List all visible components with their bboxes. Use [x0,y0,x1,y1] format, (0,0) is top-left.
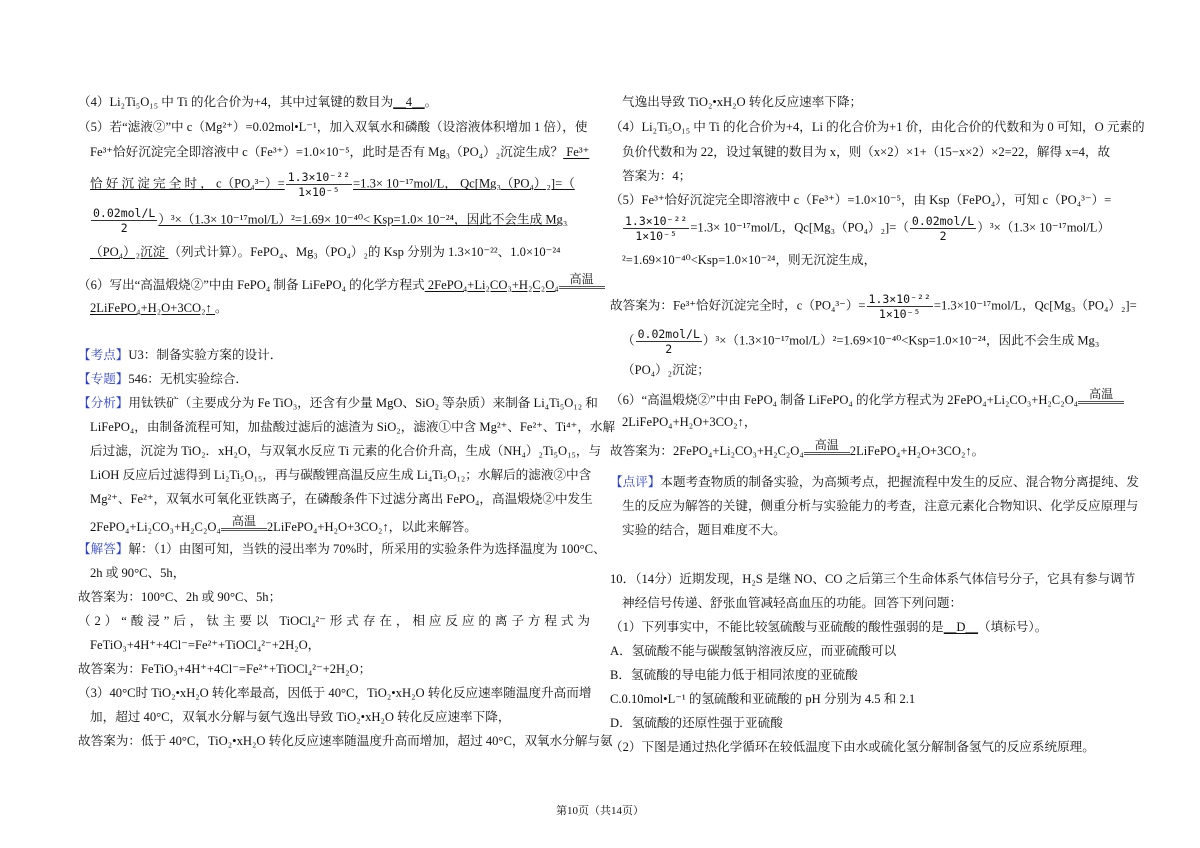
jieda-line: FeTiO₃+4H⁺+4Cl⁻=Fe²⁺+TiOCl₄²⁻+2H₂O， [90,638,321,652]
jieda-line: 故答案为：100°C、2h 或 90°C、5h； [78,590,282,604]
denominator: 2 [665,342,673,356]
text: 解：（1）由图可知，当铁的浸出率为 70%时，所采用的实验条件为选择温度为 100°C、 [128,542,606,556]
text: （6）“高温煅烧②”中由 FePO₄ 制备 LiFePO₄ 的化学方程式为 2FePO₄+Li₂CO₃+H₂C₂O₄ [610,393,1079,407]
text: （6）写出“高温煅烧②”中由 FePO₄ 制备 LiFePO₄ 的化学方程式 [78,278,425,292]
denominator: 1×10⁻⁵ [298,185,340,199]
q4-line [78,94,437,110]
text: 用钛铁矿（主要成分为 Fe TiO₃，还含有少量 MgO、SiO₂ 等杂质）来制备 Li₄Ti₅O₁₂ 和 [128,396,598,410]
text: 。 [214,301,228,315]
option-b: B．氢硫酸的导电能力低于相同浓度的亚硫酸 [610,668,858,682]
equals-bar [559,286,605,293]
jieda-line: 故答案为：低于 40°C，TiO₂•xH₂O 转化反应速率随温度升高而增加，超过 40°C，双氧水分解与氨 [78,734,613,748]
text: （4）Li₂Ti₅O₁₅ 中 Ti 的化合价为+4，其中过氧键的数目为 [78,95,394,109]
tag-label: 【点评】 [610,475,661,489]
question-10-line: 10．（14分）近期发现，H₂S 是继 NO、CO 之后第三个生命体系气体信号分子，它具有参与调节 [610,572,1136,586]
text: 546：无机实验综合． [128,372,249,386]
fenxi-line: LiFePO₄，由制备流程可知，加盐酸过滤后的滤渣为 SiO₂，滤液①中含 Mg²⁺、Fe²⁺、Ti⁴⁺，水解 [90,420,616,434]
reaction-condition [804,439,850,459]
kaodian-line [78,347,282,363]
answer-line [622,214,1110,243]
answer-line [610,292,1137,321]
fenxi-line [78,395,598,411]
text: 故答案为：2FePO₄+Li₂CO₃+H₂C₂O₄ [610,444,804,458]
option-a: A．氢硫酸不能与碳酸氢钠溶液反应，而亚硫酸可以 [610,644,897,658]
answer-line: 负价代数和为 22，设过氧键的数目为 x，则（x×2）×1+（15−x×2）×2=22，解得 x=4，故 [622,145,1111,159]
reaction-condition [1078,388,1124,408]
answer-blank: 2LiFePO₄+H₂O+3CO₂↑ [90,301,215,315]
jieda-line [78,541,606,557]
text: Fe³⁺恰好沉淀完全即溶液中 c（Fe³⁺）=1.0×10⁻⁵，此时是否有 Mg₃（PO₄）₂沉淀生成？ [90,145,564,159]
zhuanti-line [78,371,248,387]
text: 。 [424,95,438,109]
jieda-line: （2）“酸浸”后，钛主要以 TiOCl₄²⁻形式存在，相应反应的离子方程式为 [78,614,590,628]
denominator: 1×10⁻⁵ [635,229,677,243]
denominator: 2 [120,221,128,235]
reaction-condition [559,273,605,293]
option-c: C.0.10mol•L⁻¹ 的氢硫酸和亚硫酸的 pH 分别为 4.5 和 2.1 [610,692,916,706]
dianping-line: 生的反应为解答的关键，侧重分析与实验能力的考查，注意元素化合物知识、化学反应原理与 [622,499,1139,513]
numerator: 1.3×10⁻²² [868,292,931,306]
condition-label: 高温 [569,272,594,286]
tag-label: 【考点】 [78,348,129,362]
q5-line-1: （5）若“滤液②”中 c（Mg²⁺）=0.02mol•L⁻¹，加入双氧水和磷酸（设溶液体积增加 1 倍），使 [78,120,588,134]
text: 恰 好 沉 淀 完 全 时 ， c（PO₄³⁻）= [90,176,285,191]
answer-line [622,327,1099,356]
answer-line: （4）Li₂Ti₅O₁₅ 中 Ti 的化合价为+4，Li 的化合价为+1 价，由化合价的代数和为 0 可知，O 元素的 [610,120,1145,134]
question-10-1 [610,619,1047,635]
fraction [867,292,933,321]
fraction [623,214,689,243]
numerator: 1.3×10⁻²² [625,214,688,228]
fenxi-line: 后过滤，沉淀为 TiO₂．xH₂O，与双氧水反应 Ti 元素的化合价升高，生成（NH₄）₂Ti₅O₁₅，与 [90,444,602,458]
text: 故答案为：Fe³⁺恰好沉淀完全时，c（PO₄³⁻）= [610,298,866,313]
dianping-line [610,474,1139,490]
fraction [910,214,976,243]
text: =1.3× 10⁻¹⁷mol/L， Qc[Mg₃（PO₄）₂]=（ [353,176,575,191]
numerator: 1.3×10⁻²² [287,170,351,184]
answer-line: （5）Fe³⁺恰好沉淀完全即溶液中 c（Fe³⁺）=1.0×10⁻⁵，由 Ksp（FePO₄），可知 c（PO₄³⁻）= [610,193,1112,207]
text: 2LiFePO₄+H₂O+3CO₂↑，以此来解答。 [266,520,477,534]
numerator: 0.02mol/L [911,214,975,228]
question-10-line: 神经信号传递、舒张血管减轻高血压的功能。回答下列问题： [622,596,963,610]
text: ）³×（1.3× 10⁻¹⁷mol/L）²=1.69× 10⁻⁴⁰< Ksp=1.0× 10⁻²⁴，因此不会生成 Mg₃ [158,212,568,227]
text: 本题考查物质的制备实验，为高频考点，把握流程中发生的反应、混合物分离提纯、发 [660,475,1139,489]
answer-line: 2LiFePO₄+H₂O+3CO₂↑， [622,415,757,429]
answer-line [610,388,1124,408]
jieda-line: 故答案为：FeTiO₃+4H⁺+4Cl⁻=Fe²⁺+TiOCl₄²⁻+2H₂O； [78,662,372,676]
text: （列式计算）。FePO₄、Mg₃（PO₄）₂的 Ksp 分别为 1.3×10⁻²²、1.0×10⁻²⁴ [168,245,561,259]
question-10-2: （2）下图是通过热化学循环在较低温度下由水或硫化氢分解制备氢气的反应系统原理。 [610,740,1095,754]
text: =1.3×10⁻¹⁷mol/L，Qc[Mg₃（PO₄）₂]= [933,298,1137,313]
jieda-line: 加，超过 40°C，双氧水分解与氨气逸出导致 TiO₂•xH₂O 转化反应速率下降， [90,710,511,724]
q6-line-2 [90,300,228,316]
fenxi-line: LiOH 反应后过滤得到 Li₂Ti₅O₁₅，再与碳酸锂高温反应生成 Li₄Ti₅O₁₂；水解后的滤液②中含 [90,468,592,482]
numerator: 0.02mol/L [93,206,156,220]
answer-line: ²=1.69×10⁻⁴⁰<Ksp=1.0×10⁻²⁴，则无沉淀生成， [622,253,877,267]
answer-blank: __4__ [393,95,425,109]
text: =1.3× 10⁻¹⁷mol/L，Qc[Mg₃（PO₄）₂]=（ [690,220,909,235]
answer-blank: __D__ [943,620,979,634]
condition-label: 高温 [1089,387,1114,401]
text: ）³×（1.3×10⁻¹⁷mol/L）²=1.69×10⁻⁴⁰<Ksp=1.0×10⁻²⁴，因此不会生成 Mg₃ [702,333,1100,348]
equals-bar [1078,401,1124,408]
jieda-line: （3）40°C时 TiO₂•xH₂O 转化率最高，因低于 40°C，TiO₂•xH₂O 转化反应速率随温度升高而增 [78,686,592,700]
answer-blank: 2FePO₄+Li₂CO₃+H₂C₂O₄ [424,278,559,292]
text: （ [622,333,635,348]
answer-line [610,439,984,459]
fraction [91,206,157,235]
tag-label: 【分析】 [78,396,129,410]
page-footer: 第10页（共14页） [556,805,644,817]
equals-bar [804,452,850,459]
text: 2LiFePO₄+H₂O+3CO₂↑。 [849,444,985,458]
q5-line-2 [90,144,589,160]
text: ）³×（1.3× 10⁻¹⁷mol/L） [977,220,1111,235]
q5-answer-line-1 [90,170,575,199]
reaction-condition [221,515,267,535]
fraction [286,170,352,199]
text: （填标号）。 [978,620,1048,634]
answer-line: （PO₄）₂沉淀； [622,363,710,377]
equals-bar [221,528,267,535]
option-d: D．氢硫酸的还原性强于亚硫酸 [610,716,783,730]
numerator: 0.02mol/L [637,327,700,341]
answer-blank: Fe³⁺ [563,145,590,159]
q6-line [78,273,605,293]
jieda-line: 2h 或 90°C、5h， [90,566,186,580]
dianping-line: 实验的结合，题目难度不大。 [622,523,786,537]
condition-label: 高温 [231,514,256,528]
text: 2FePO₄+Li₂CO₃+H₂C₂O₄ [90,520,221,534]
tag-label: 【专题】 [78,372,129,386]
text: （1）下列事实中，不能比较氢硫酸与亚硫酸的酸性强弱的是 [610,620,944,634]
condition-label: 高温 [814,438,839,452]
fenxi-line [90,515,477,535]
answer-line: 答案为：4； [622,169,692,183]
answer-blank: （PO₄）₂沉淀 [90,245,169,259]
denominator: 2 [939,229,947,243]
answer-line: 气逸出导致 TiO₂•xH₂O 转化反应速率下降； [622,95,863,109]
fraction [636,327,702,356]
text: U3：制备实验方案的设计． [128,348,283,362]
tag-label: 【解答】 [78,542,129,556]
q5-answer-line-2 [90,206,567,235]
q5-answer-line-3 [90,244,561,260]
denominator: 1×10⁻⁵ [878,307,921,321]
fenxi-line: Mg²⁺、Fe²⁺，双氧水可氧化亚铁离子，在磷酸条件下过滤分离出 FePO₄，高温煅烧②中发生 [90,492,593,506]
